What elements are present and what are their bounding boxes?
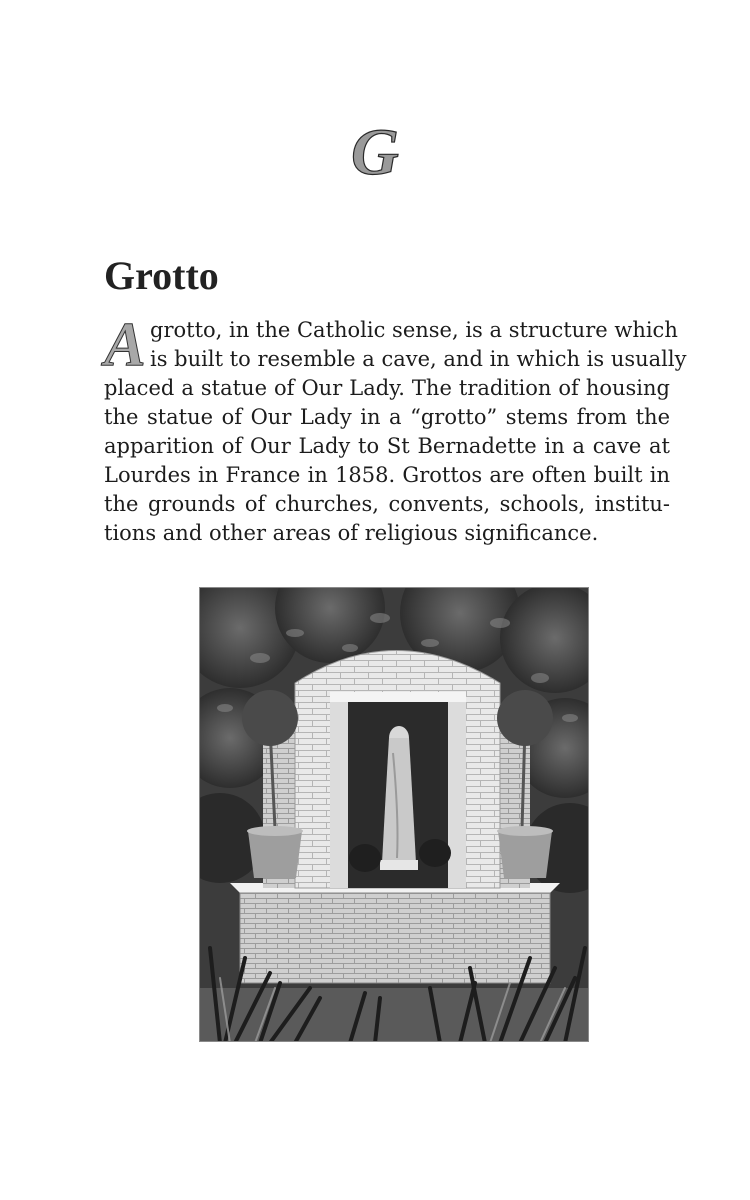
drop-cap: A [104,311,146,379]
body-line: Lourdes in France in 1858. Grottos are often built in [104,463,670,487]
body-line: placed a statue of Our Lady. The tradition of housing [104,376,670,400]
body-line: grotto, in the Catholic sense, is a structure which [150,318,678,342]
section-letter: G [351,116,399,189]
body-line: the grounds of churches, convents, schools, institu- [104,492,670,516]
body-line: is built to resemble a cave, and in which is usually [150,347,687,371]
body-line: apparition of Our Lady to St Bernadette in a cave at [104,434,670,458]
entry-body [104,311,687,548]
grotto-photo [199,587,589,1042]
body-line: the statue of Our Lady in a “grotto” stems from the [104,405,670,429]
entry-title: Grotto [104,253,219,298]
body-line: tions and other areas of religious significance. [104,521,599,545]
shrine-base [230,883,560,983]
